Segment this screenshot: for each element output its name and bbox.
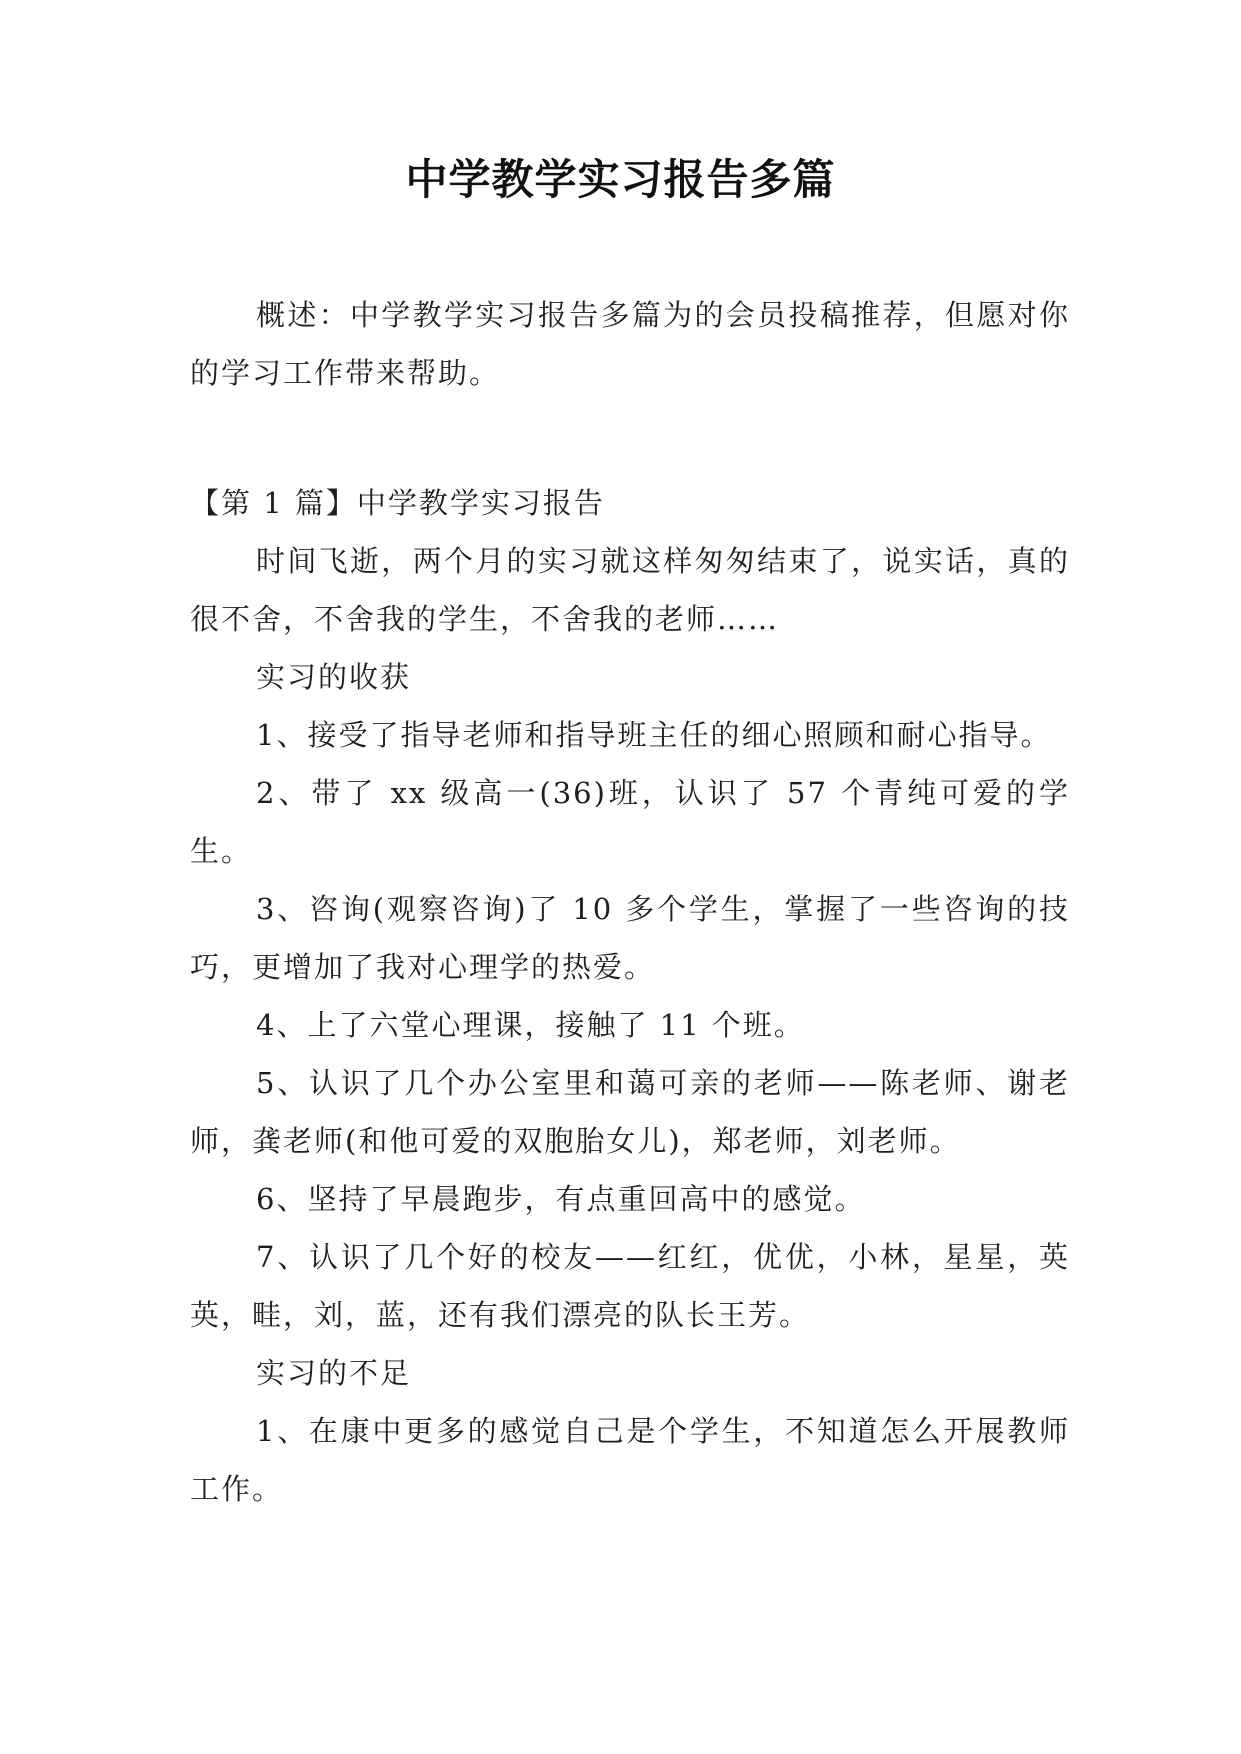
- subheading-gains: 实习的收获: [256, 660, 412, 694]
- list-item: 4、上了六堂心理课，接触了 11 个班。: [256, 1008, 805, 1042]
- subheading-shortcomings: 实习的不足: [256, 1356, 412, 1390]
- list-item: 5、认识了几个办公室里和蔼可亲的老师——陈老师、谢老师，龚老师(和他可爱的双胞胎女儿)，郑老师，刘老师。: [190, 1066, 1070, 1158]
- document-title: 中学教学实习报告多篇: [405, 155, 836, 204]
- summary-paragraph: 概述：中学教学实习报告多篇为的会员投稿推荐，但愿对你的学习工作带来帮助。: [190, 298, 1070, 390]
- list-item: 2、带了 xx 级高一(36)班，认识了 57 个青纯可爱的学生。: [190, 776, 1070, 868]
- list-item: 1、接受了指导老师和指导班主任的细心照顾和耐心指导。: [256, 718, 1052, 752]
- list-item: 7、认识了几个好的校友——红红，优优，小林，星星，英英，畦，刘，蓝，还有我们漂亮的队长王芳。: [190, 1240, 1070, 1332]
- list-item: 6、坚持了早晨跑步，有点重回高中的感觉。: [256, 1182, 866, 1216]
- body-paragraph: 时间飞逝，两个月的实习就这样匆匆结束了，说实话，真的很不舍，不舍我的学生，不舍我的老师……: [190, 544, 1070, 636]
- list-item: 1、在康中更多的感觉自己是个学生，不知道怎么开展教师工作。: [190, 1414, 1070, 1506]
- list-item: 3、咨询(观察咨询)了 10 多个学生，掌握了一些咨询的技巧，更增加了我对心理学的热爱。: [190, 892, 1070, 984]
- document-body: [190, 286, 1070, 1518]
- section-heading: 【第 1 篇】中学教学实习报告: [190, 486, 605, 520]
